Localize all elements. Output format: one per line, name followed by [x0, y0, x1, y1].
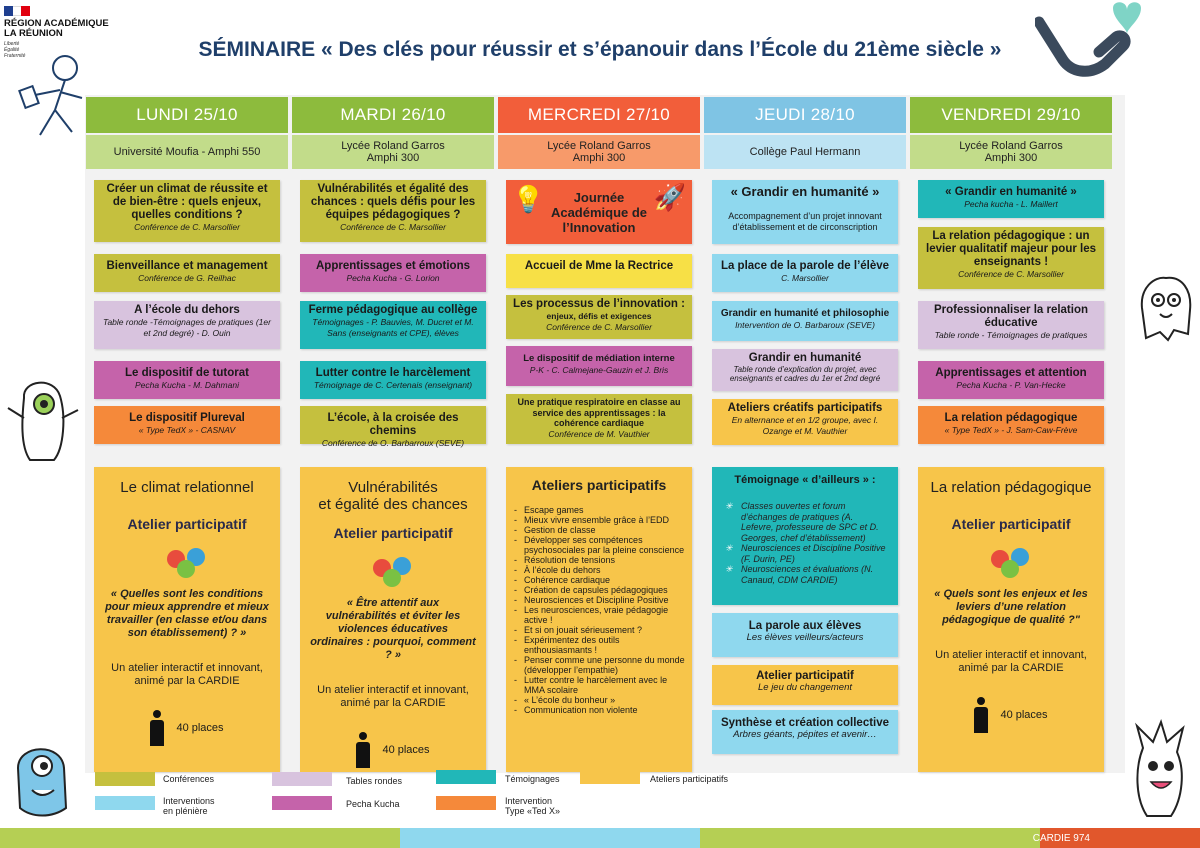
day-column-friday: [910, 97, 1112, 721]
session-card: [506, 394, 692, 444]
session-card: [712, 399, 898, 445]
legend-swatch-tedx: [436, 796, 496, 810]
workshop-label: Atelier participatif: [127, 516, 247, 532]
day-header: MERCREDI 27/10: [498, 97, 700, 133]
testimony-card: [712, 467, 898, 605]
session-card: [94, 254, 280, 292]
legend-label: Interventions en plénière: [163, 796, 215, 816]
session-card: [918, 361, 1104, 399]
day-column-monday: [86, 97, 288, 734]
person-icon: [356, 732, 370, 768]
workshop-question: « Être attentif aux vulnérabilités et éviter les violences éducatives ordinaires : pourquoi, comment ? »: [310, 597, 476, 661]
workshop-list-item: - Communication non violente: [514, 705, 686, 715]
workshop-description: Un atelier interactif et innovant, animé par la CARDIE: [317, 684, 469, 709]
session-title: Ateliers créatifs participatifs: [727, 402, 883, 414]
footer-bar: [0, 828, 1200, 848]
session-title: A l’école du dehors: [134, 304, 240, 316]
day-venue: Lycée Roland Garros Amphi 300: [498, 135, 700, 169]
day-venue: Lycée Roland Garros Amphi 300: [910, 135, 1112, 169]
places-count: 40 places: [382, 744, 430, 756]
session-card: [712, 613, 898, 657]
workshop-label: Atelier participatif: [333, 525, 453, 541]
session-title: Lutter contre le harcèlement: [315, 367, 471, 379]
session-title: Le dispositif de tutorat: [125, 367, 249, 379]
testimony-list-item: ✳ Neurosciences et évaluations (N. Canaud, CDM CARDIE): [721, 564, 887, 585]
session-subtitle: Conférence de C. Marsollier: [340, 222, 446, 232]
workshop-list-item: - Création de capsules pédagogiques: [514, 585, 686, 595]
french-flag-icon: [4, 6, 30, 16]
session-subtitle: Table ronde d’explication du projet, avec enseignants et cadres du 1er et 2nd degré: [729, 365, 881, 383]
session-card: [94, 406, 280, 444]
workshop-card: [94, 467, 280, 772]
session-card: [300, 301, 486, 349]
rocket-icon: 🚀: [653, 182, 686, 212]
page-title: SÉMINAIRE « Des clés pour réussir et s’épanouir dans l’École du 21ème siècle »: [198, 38, 1002, 61]
session-subtitle: Conférence de M. Vauthier: [548, 428, 650, 439]
session-card: [712, 301, 898, 341]
legend-label: Ateliers participatifs: [650, 774, 729, 784]
day-header: MARDI 26/10: [292, 97, 494, 133]
session-subtitle: « Type TedX » - CASNAV: [138, 425, 236, 435]
workshop-list-item: - Et si on jouait sérieusement ?: [514, 625, 686, 635]
logo-motto-1: Liberté: [4, 41, 20, 47]
session-subtitle: P-K - C. Calmejane-Gauzin et J. Bris: [529, 365, 669, 375]
session-title: La place de la parole de l’élève: [720, 260, 890, 272]
session-card-highlight: [506, 180, 692, 244]
session-card: [712, 665, 898, 705]
session-card: [506, 254, 692, 288]
session-subtitle: En alternance et en 1/2 groupe, avec I. Ozange et M. Vauthier: [731, 415, 879, 436]
workshop-list: [514, 505, 686, 715]
session-subtitle: Conférence de G. Reilhac: [138, 273, 236, 283]
session-card: [712, 710, 898, 754]
day-header: VENDREDI 29/10: [910, 97, 1112, 133]
puzzle-people-icon: [987, 542, 1035, 578]
legend-swatch-conferences: [95, 772, 155, 786]
legend-label: Tables rondes: [346, 776, 403, 786]
person-icon: [974, 697, 988, 733]
session-subtitle: Conférence de C. Marsollier: [958, 269, 1064, 279]
workshop-list-item: - À l’école du dehors: [514, 565, 686, 575]
logo-motto-3: Fraternité: [4, 53, 26, 59]
legend-label: Témoignages: [505, 774, 560, 784]
legend-swatch-workshops: [580, 770, 640, 784]
session-subtitle: Intervention de O. Barbaroux (SEVE): [735, 320, 875, 330]
session-card: [94, 361, 280, 399]
workshop-list-item: - Neurosciences et Discipline Positive: [514, 595, 686, 605]
running-figure-illustration: [10, 50, 90, 140]
monster-illustration-right-top: [1132, 268, 1198, 348]
workshop-list-item: - Gestion de classe: [514, 525, 686, 535]
monster-illustration-left-mid: [4, 368, 84, 468]
session-subtitle: Accompagnement d’un projet innovant d’établissement et de circonscription: [728, 211, 882, 232]
session-title: Ferme pédagogique au collège: [308, 304, 478, 316]
workshop-label: Atelier participatif: [951, 516, 1071, 532]
session-subtitle: Pecha Kucha - G. Lorion: [346, 273, 440, 283]
workshop-card: [506, 467, 692, 772]
legend-label: Intervention Type «Ted X»: [505, 796, 561, 816]
session-title: Synthèse et création collective: [720, 717, 890, 729]
logo-motto-2: Égalité: [4, 47, 20, 53]
session-card: [712, 254, 898, 292]
logo-line-1: RÉGION ACADÉMIQUE: [4, 18, 109, 29]
session-subtitle-strong: enjeux, défis et exigences: [546, 311, 652, 321]
hand-heart-illustration: [1035, 0, 1155, 95]
session-card: [94, 301, 280, 349]
monster-illustration-left-bottom: [2, 728, 92, 824]
session-card: [506, 295, 692, 339]
workshop-heading: La relation pédagogique: [930, 479, 1092, 496]
session-title: Les processus de l’innovation :: [513, 298, 685, 310]
places-info: [300, 732, 486, 768]
person-icon: [150, 710, 164, 746]
session-title: Apprentissages et attention: [935, 367, 1087, 379]
workshop-question: « Quels sont les enjeux et les leviers d’une relation pédagogique de qualité ?": [934, 588, 1088, 626]
session-title: Accueil de Mme la Rectrice: [524, 260, 674, 272]
session-subtitle: Témoignages - P. Bauvies, M. Ducret et M. Sans (enseignants et CPE), élèves: [312, 317, 474, 338]
workshop-description: Un atelier interactif et innovant, animé par la CARDIE: [111, 662, 263, 687]
session-subtitle: Conférence de C. Marsollier: [134, 222, 240, 232]
workshop-list-item: - « L’école du bonheur »: [514, 695, 686, 705]
footer-text: CARDIE 974: [1032, 833, 1090, 844]
day-venue: Lycée Roland Garros Amphi 300: [292, 135, 494, 169]
day-header: JEUDI 28/10: [704, 97, 906, 133]
legend-label: Pecha Kucha: [346, 799, 400, 809]
session-subtitle: Table ronde -Témoignages de pratiques (1er et 2nd degré) - D. Ouin: [103, 317, 271, 338]
day-venue: Université Moufia - Amphi 550: [86, 135, 288, 169]
session-card: [918, 227, 1104, 289]
testimony-list-item: ✳ Neurosciences et Discipline Positive (F. Durin, PE): [721, 543, 887, 564]
session-subtitle: Conférence de C. Marsollier: [546, 321, 652, 332]
session-title: Grandir en humanité: [748, 352, 862, 364]
session-title: La relation pédagogique : un levier qualitatif majeur pour les enseignants !: [926, 230, 1096, 268]
puzzle-people-icon: [369, 551, 417, 587]
lightbulb-icon: 💡: [512, 184, 545, 214]
legend-swatch-plenary: [95, 796, 155, 810]
session-title: L’école, à la croisée des chemins: [327, 412, 459, 437]
session-subtitle: Pecha Kucha - P. Van-Hecke: [956, 380, 1066, 390]
legend-swatch-pecha-kucha: [272, 796, 332, 810]
workshop-list-item: - Penser comme une personne du monde (développer l’empathie): [514, 655, 686, 675]
places-info: [94, 710, 280, 746]
session-subtitle: « Type TedX » - J. Sam-Caw-Frève: [944, 425, 1078, 435]
session-title: Créer un climat de réussite et de bien-être : quels enjeux, quelles conditions ?: [106, 183, 268, 221]
day-column-thursday: [704, 97, 906, 740]
session-subtitle: Le jeu du changement: [757, 682, 853, 693]
logo-line-2: LA RÉUNION: [4, 28, 63, 39]
places-count: 40 places: [176, 722, 224, 734]
session-title: La parole aux élèves: [748, 620, 862, 632]
workshop-list-item: - Les neurosciences, vraie pédagogie active !: [514, 605, 686, 625]
session-card: [712, 349, 898, 391]
session-title: « Grandir en humanité »: [730, 184, 880, 199]
legend-swatch-round-tables: [272, 772, 332, 786]
session-title: Grandir en humanité et philosophie: [720, 308, 890, 319]
session-subtitle: Les élèves veilleurs/acteurs: [746, 632, 864, 643]
session-title: Le dispositif Plureval: [129, 412, 245, 424]
testimony-list: [721, 501, 887, 585]
session-title: Vulnérabilités et égalité des chances : quels défis pour les équipes pédagogiques ?: [310, 183, 476, 221]
workshop-list-item: - Développer ses compétences psychosociales par la pleine conscience: [514, 535, 686, 555]
workshop-list-item: - Mieux vivre ensemble grâce à l’EDD: [514, 515, 686, 525]
day-column-wednesday: [498, 97, 700, 715]
session-subtitle: Témoignage de C. Certenais (enseignant): [313, 380, 473, 390]
session-subtitle: Arbres géants, pépites et avenir…: [733, 729, 877, 740]
workshop-card: [300, 467, 486, 772]
session-subtitle: C. Marsollier: [781, 273, 829, 283]
session-title: Le dispositif de médiation interne: [523, 353, 675, 364]
session-card: [300, 254, 486, 292]
workshop-description: Un atelier interactif et innovant, animé par la CARDIE: [935, 649, 1087, 674]
workshop-list-item: - Escape games: [514, 505, 686, 515]
workshop-heading: Le climat relationnel: [120, 479, 254, 496]
session-subtitle: Conférence de O. Barbarroux (SEVE): [321, 438, 465, 448]
session-card: [918, 406, 1104, 444]
places-count: 40 places: [1000, 709, 1048, 721]
workshop-list-item: - Lutter contre le harcèlement avec le MMA scolaire: [514, 675, 686, 695]
session-subtitle: Table ronde - Témoignages de pratiques: [934, 330, 1088, 340]
workshop-list-item: - Expérimentez des outils enthousiasmants !: [514, 635, 686, 655]
session-subtitle: Pecha kucha - L. Maillert: [964, 199, 1058, 209]
session-card: [918, 301, 1104, 349]
session-title: La relation pédagogique: [944, 412, 1078, 424]
places-info: [918, 697, 1104, 733]
session-title: Journée Académique de l’Innovation: [550, 189, 648, 235]
day-column-tuesday: [292, 97, 494, 756]
workshop-question: « Quelles sont les conditions pour mieux apprendre et mieux travailler (en classe et/ou dans son établissement) ? »: [105, 588, 269, 639]
session-card: [506, 346, 692, 386]
session-title: Bienveillance et management: [106, 260, 268, 272]
workshop-heading: Vulnérabilités et égalité des chances: [318, 479, 468, 513]
day-venue: Collège Paul Hermann: [704, 135, 906, 169]
testimony-list-item: ✳ Classes ouvertes et forum d’échanges de pratiques (A. Lefevre, professeure de SPC et D. Georges, chef d’établissement): [721, 501, 887, 543]
session-title: Professionnaliser la relation éducative: [933, 304, 1089, 329]
session-title: Une pratique respiratoire en classe au service des apprentissages : la cohérence cardiaque: [517, 397, 681, 428]
session-subtitle: Pecha Kucha - M. Dahmani: [135, 380, 239, 390]
session-card: [712, 180, 898, 244]
workshop-heading: Ateliers participatifs: [531, 477, 667, 493]
legend-label: Conférences: [163, 774, 215, 784]
session-title: Atelier participatif: [756, 670, 854, 682]
workshop-list-item: - Résolution de tensions: [514, 555, 686, 565]
session-card: [300, 406, 486, 448]
monster-illustration-right-bottom: [1125, 718, 1197, 826]
puzzle-people-icon: [163, 542, 211, 578]
testimony-heading: Témoignage « d’ailleurs » :: [734, 474, 876, 486]
legend-swatch-testimonies: [436, 770, 496, 784]
session-card: [94, 180, 280, 242]
session-card: [918, 180, 1104, 218]
session-title: « Grandir en humanité »: [945, 186, 1077, 198]
day-header: LUNDI 25/10: [86, 97, 288, 133]
workshop-card: [918, 467, 1104, 772]
session-card: [300, 361, 486, 399]
workshop-list-item: - Cohérence cardiaque: [514, 575, 686, 585]
session-card: [300, 180, 486, 242]
session-title: Apprentissages et émotions: [315, 260, 470, 272]
